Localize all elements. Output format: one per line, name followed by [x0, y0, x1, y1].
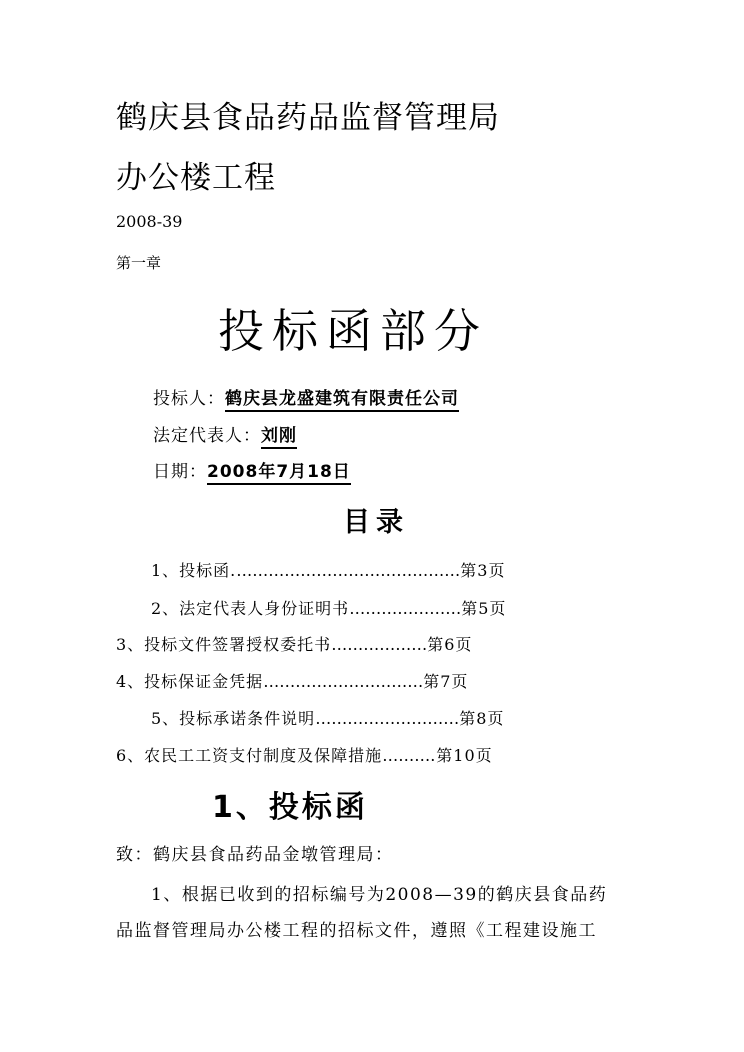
toc-item-leader: ……………………… — [315, 709, 460, 728]
legal-rep-label: 法定代表人： — [153, 426, 261, 446]
toc-item — [151, 706, 504, 729]
toc-item — [116, 743, 493, 766]
toc-item-page: 第6页 — [427, 635, 473, 654]
toc-item-leader: ……… — [382, 746, 431, 765]
legal-rep-row — [153, 421, 297, 446]
bidder-row — [153, 384, 459, 409]
toc-item-page: 第3页 — [460, 561, 506, 580]
salutation: 致：鹤庆县食品药品金墩管理局： — [116, 845, 394, 865]
bidder-label: 投标人： — [153, 389, 225, 409]
main-title: 投标函部分 — [218, 304, 488, 358]
chapter-label: 第一章 — [116, 254, 162, 272]
toc-item-leader: …………………………………… — [236, 561, 461, 580]
toc-item — [116, 669, 468, 692]
toc-item-leader: ………………… — [349, 599, 462, 618]
toc-item-text: 3、投标文件签署授权委托书 — [116, 635, 332, 654]
project-code: 2008-39 — [116, 212, 183, 231]
toc-item-text: 4、投标保证金凭据 — [116, 672, 264, 691]
date-value: 2008年7月18日 — [207, 462, 351, 485]
header-line-1: 鹤庆县食品药品监督管理局 — [116, 100, 500, 136]
toc-item-text: 1、投标函. — [151, 561, 237, 580]
bidder-value: 鹤庆县龙盛建筑有限责任公司 — [225, 389, 459, 412]
toc-item — [116, 632, 472, 655]
date-label: 日期： — [153, 462, 207, 482]
toc-item — [151, 596, 506, 619]
toc-item-leader: ………………………… — [263, 672, 424, 691]
toc-heading: 目录 — [343, 507, 409, 538]
header-line-2: 办公楼工程 — [116, 160, 276, 196]
toc-item-text: 6、农民工工资支付制度及保障措施 — [116, 746, 383, 765]
legal-rep-value: 刘刚 — [261, 426, 297, 449]
toc-item-page: .第10页 — [430, 746, 493, 765]
toc-item-page: 第7页 — [423, 672, 469, 691]
date-row — [153, 457, 351, 482]
paragraph-line-2: 品监督管理局办公楼工程的招标文件，遵照《工程建设施工 — [116, 921, 597, 941]
toc-item-text: 2、法定代表人身份证明书 — [151, 599, 350, 618]
toc-item-page: 第5页 — [461, 599, 507, 618]
section-title: 1、投标函 — [212, 790, 368, 825]
toc-item-leader: ……………… — [331, 635, 428, 654]
toc-item-text: 5、投标承诺条件说明 — [151, 709, 316, 728]
toc-item — [151, 558, 505, 581]
toc-item-page: 第8页 — [459, 709, 505, 728]
paragraph-line-1: 1、根据已收到的招标编号为2008—39的鹤庆县食品药 — [151, 885, 608, 905]
